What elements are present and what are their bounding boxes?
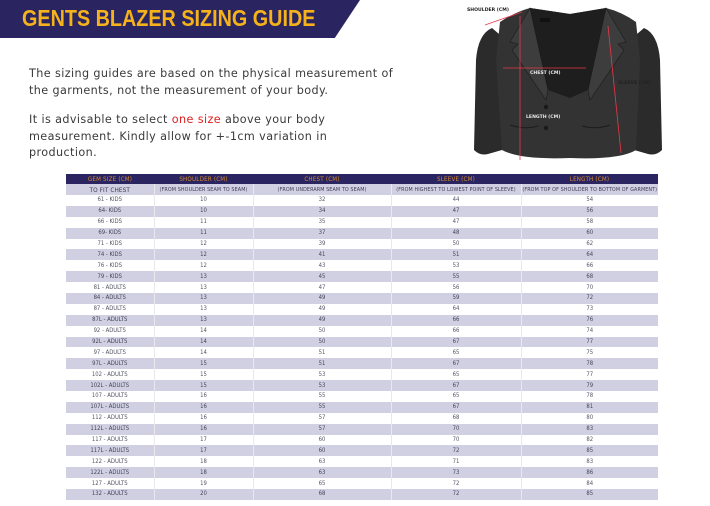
table-row bbox=[66, 369, 658, 380]
cell-shoulder: 13 bbox=[154, 315, 253, 326]
cell-sleeve: 67 bbox=[391, 402, 521, 413]
cell-gem-size: 81 - ADULTS bbox=[66, 282, 154, 293]
table-row bbox=[66, 239, 658, 250]
cell-sleeve: 56 bbox=[391, 282, 521, 293]
col-sub-gem-size: TO FIT CHEST bbox=[66, 184, 154, 195]
cell-shoulder: 16 bbox=[154, 413, 253, 424]
cell-sleeve: 70 bbox=[391, 424, 521, 435]
cell-gem-size: 66 - KIDS bbox=[66, 217, 154, 228]
cell-length: 66 bbox=[521, 260, 658, 271]
cell-shoulder: 12 bbox=[154, 239, 253, 250]
cell-length: 82 bbox=[521, 435, 658, 446]
intro-paragraph-1: The sizing guides are based on the physical measurement of the garments, not the measurement of your body. bbox=[29, 67, 394, 97]
cell-sleeve: 50 bbox=[391, 239, 521, 250]
cell-sleeve: 65 bbox=[391, 347, 521, 358]
cell-length: 54 bbox=[521, 195, 658, 206]
col-sub-sleeve: (FROM HIGHEST TO LOWEST POINT OF SLEEVE) bbox=[391, 184, 521, 195]
cell-gem-size: 92 - ADULTS bbox=[66, 326, 154, 337]
cell-chest: 57 bbox=[253, 424, 391, 435]
cell-chest: 32 bbox=[253, 195, 391, 206]
cell-gem-size: 74 - KIDS bbox=[66, 249, 154, 260]
cell-chest: 57 bbox=[253, 413, 391, 424]
cell-gem-size: 117L - ADULTS bbox=[66, 445, 154, 456]
cell-shoulder: 14 bbox=[154, 347, 253, 358]
cell-length: 60 bbox=[521, 228, 658, 239]
shoulder-label: SHOULDER (CM) bbox=[467, 8, 509, 13]
cell-chest: 55 bbox=[253, 402, 391, 413]
cell-shoulder: 16 bbox=[154, 391, 253, 402]
cell-length: 56 bbox=[521, 206, 658, 217]
table-row bbox=[66, 260, 658, 271]
cell-shoulder: 16 bbox=[154, 402, 253, 413]
cell-sleeve: 44 bbox=[391, 195, 521, 206]
intro-text bbox=[29, 66, 399, 175]
chest-label: CHEST (CM) bbox=[530, 71, 561, 76]
cell-shoulder: 19 bbox=[154, 478, 253, 489]
col-sub-length: (FROM TOP OF SHOULDER TO BOTTOM OF GARMENT) bbox=[521, 184, 658, 195]
col-header-chest: CHEST (CM) bbox=[253, 174, 391, 184]
table-row bbox=[66, 304, 658, 315]
cell-shoulder: 13 bbox=[154, 271, 253, 282]
table-row bbox=[66, 326, 658, 337]
cell-length: 68 bbox=[521, 271, 658, 282]
table-row bbox=[66, 282, 658, 293]
col-header-gem-size: GEM SIZE (CM) bbox=[66, 174, 154, 184]
cell-length: 78 bbox=[521, 358, 658, 369]
cell-sleeve: 73 bbox=[391, 467, 521, 478]
table-row bbox=[66, 456, 658, 467]
table-body bbox=[66, 195, 658, 500]
cell-sleeve: 65 bbox=[391, 391, 521, 402]
cell-length: 76 bbox=[521, 315, 658, 326]
cell-gem-size: 127 - ADULTS bbox=[66, 478, 154, 489]
intro-paragraph-2 bbox=[29, 112, 399, 162]
cell-shoulder: 17 bbox=[154, 435, 253, 446]
cell-sleeve: 55 bbox=[391, 271, 521, 282]
cell-sleeve: 71 bbox=[391, 456, 521, 467]
cell-chest: 68 bbox=[253, 489, 391, 500]
cell-chest: 45 bbox=[253, 271, 391, 282]
col-header-shoulder: SHOULDER (CM) bbox=[154, 174, 253, 184]
cell-length: 85 bbox=[521, 445, 658, 456]
cell-length: 73 bbox=[521, 304, 658, 315]
cell-chest: 60 bbox=[253, 435, 391, 446]
cell-sleeve: 66 bbox=[391, 326, 521, 337]
cell-chest: 60 bbox=[253, 445, 391, 456]
cell-length: 80 bbox=[521, 413, 658, 424]
cell-chest: 49 bbox=[253, 315, 391, 326]
size-table bbox=[66, 174, 658, 500]
cell-sleeve: 51 bbox=[391, 249, 521, 260]
cell-sleeve: 68 bbox=[391, 413, 521, 424]
table-row bbox=[66, 293, 658, 304]
table-row bbox=[66, 315, 658, 326]
cell-sleeve: 48 bbox=[391, 228, 521, 239]
cell-length: 77 bbox=[521, 337, 658, 348]
cell-sleeve: 64 bbox=[391, 304, 521, 315]
cell-length: 79 bbox=[521, 380, 658, 391]
cell-chest: 51 bbox=[253, 347, 391, 358]
cell-gem-size: 122 - ADULTS bbox=[66, 456, 154, 467]
table-row bbox=[66, 271, 658, 282]
cell-gem-size: 102 - ADULTS bbox=[66, 369, 154, 380]
cell-chest: 35 bbox=[253, 217, 391, 228]
cell-gem-size: 71 - KIDS bbox=[66, 239, 154, 250]
cell-gem-size: 117 - ADULTS bbox=[66, 435, 154, 446]
col-sub-chest: (FROM UNDERARM SEAM TO SEAM) bbox=[253, 184, 391, 195]
cell-length: 84 bbox=[521, 478, 658, 489]
cell-chest: 51 bbox=[253, 358, 391, 369]
cell-gem-size: 112L - ADULTS bbox=[66, 424, 154, 435]
cell-gem-size: 97L - ADULTS bbox=[66, 358, 154, 369]
cell-length: 83 bbox=[521, 424, 658, 435]
table-row bbox=[66, 195, 658, 206]
cell-length: 86 bbox=[521, 467, 658, 478]
table-row bbox=[66, 391, 658, 402]
table-row bbox=[66, 337, 658, 348]
cell-gem-size: 87 - ADULTS bbox=[66, 304, 154, 315]
cell-sleeve: 67 bbox=[391, 337, 521, 348]
blazer-diagram bbox=[430, 0, 710, 170]
cell-chest: 50 bbox=[253, 337, 391, 348]
cell-gem-size: 69- KIDS bbox=[66, 228, 154, 239]
col-sub-shoulder: (FROM SHOULDER SEAM TO SEAM) bbox=[154, 184, 253, 195]
page-title: GENTS BLAZER SIZING GUIDE bbox=[22, 5, 316, 31]
table-row bbox=[66, 467, 658, 478]
table-header-row bbox=[66, 174, 658, 184]
cell-gem-size: 112 - ADULTS bbox=[66, 413, 154, 424]
cell-sleeve: 67 bbox=[391, 358, 521, 369]
cell-length: 81 bbox=[521, 402, 658, 413]
cell-shoulder: 10 bbox=[154, 206, 253, 217]
cell-chest: 49 bbox=[253, 304, 391, 315]
table-row bbox=[66, 228, 658, 239]
table-row bbox=[66, 206, 658, 217]
blazer-illustration-icon bbox=[430, 0, 710, 170]
table-row bbox=[66, 424, 658, 435]
cell-sleeve: 72 bbox=[391, 445, 521, 456]
table-row bbox=[66, 402, 658, 413]
cell-chest: 55 bbox=[253, 391, 391, 402]
cell-shoulder: 13 bbox=[154, 293, 253, 304]
cell-shoulder: 12 bbox=[154, 260, 253, 271]
cell-chest: 34 bbox=[253, 206, 391, 217]
cell-shoulder: 14 bbox=[154, 337, 253, 348]
cell-length: 77 bbox=[521, 369, 658, 380]
cell-gem-size: 102L - ADULTS bbox=[66, 380, 154, 391]
table-row bbox=[66, 249, 658, 260]
cell-length: 75 bbox=[521, 347, 658, 358]
cell-gem-size: 92L - ADULTS bbox=[66, 337, 154, 348]
table-row bbox=[66, 347, 658, 358]
sleeve-label: SLEEVE (CM) bbox=[618, 81, 651, 86]
cell-chest: 53 bbox=[253, 369, 391, 380]
cell-gem-size: 107 - ADULTS bbox=[66, 391, 154, 402]
cell-length: 83 bbox=[521, 456, 658, 467]
cell-gem-size: 122L - ADULTS bbox=[66, 467, 154, 478]
cell-gem-size: 97 - ADULTS bbox=[66, 347, 154, 358]
cell-length: 62 bbox=[521, 239, 658, 250]
intro-text-before: It is advisable to select bbox=[29, 113, 172, 126]
cell-length: 74 bbox=[521, 326, 658, 337]
table-row bbox=[66, 478, 658, 489]
cell-chest: 47 bbox=[253, 282, 391, 293]
cell-sleeve: 66 bbox=[391, 315, 521, 326]
table-row bbox=[66, 358, 658, 369]
cell-shoulder: 13 bbox=[154, 282, 253, 293]
cell-shoulder: 18 bbox=[154, 467, 253, 478]
cell-sleeve: 47 bbox=[391, 206, 521, 217]
table-row bbox=[66, 445, 658, 456]
cell-chest: 37 bbox=[253, 228, 391, 239]
table-row bbox=[66, 489, 658, 500]
cell-chest: 63 bbox=[253, 456, 391, 467]
cell-gem-size: 79 - KIDS bbox=[66, 271, 154, 282]
cell-length: 78 bbox=[521, 391, 658, 402]
cell-gem-size: 61 - KIDS bbox=[66, 195, 154, 206]
cell-length: 72 bbox=[521, 293, 658, 304]
cell-chest: 49 bbox=[253, 293, 391, 304]
cell-shoulder: 16 bbox=[154, 424, 253, 435]
cell-shoulder: 13 bbox=[154, 304, 253, 315]
cell-gem-size: 76 - KIDS bbox=[66, 260, 154, 271]
cell-shoulder: 17 bbox=[154, 445, 253, 456]
cell-gem-size: 107L - ADULTS bbox=[66, 402, 154, 413]
cell-shoulder: 15 bbox=[154, 369, 253, 380]
cell-shoulder: 14 bbox=[154, 326, 253, 337]
table-subheader-row bbox=[66, 184, 658, 195]
cell-shoulder: 18 bbox=[154, 456, 253, 467]
col-header-length: LENGTH (CM) bbox=[521, 174, 658, 184]
cell-shoulder: 11 bbox=[154, 228, 253, 239]
cell-shoulder: 20 bbox=[154, 489, 253, 500]
length-label: LENGTH (CM) bbox=[526, 115, 561, 120]
table-row bbox=[66, 435, 658, 446]
cell-gem-size: 64- KIDS bbox=[66, 206, 154, 217]
cell-sleeve: 53 bbox=[391, 260, 521, 271]
col-header-sleeve: SLEEVE (CM) bbox=[391, 174, 521, 184]
cell-chest: 41 bbox=[253, 249, 391, 260]
cell-chest: 53 bbox=[253, 380, 391, 391]
cell-sleeve: 72 bbox=[391, 489, 521, 500]
cell-shoulder: 15 bbox=[154, 380, 253, 391]
cell-chest: 65 bbox=[253, 478, 391, 489]
cell-shoulder: 11 bbox=[154, 217, 253, 228]
table-row bbox=[66, 380, 658, 391]
intro-text-after: above your body measurement. Kindly allow for +-1cm variation in production. bbox=[29, 113, 328, 159]
cell-sleeve: 72 bbox=[391, 478, 521, 489]
cell-length: 64 bbox=[521, 249, 658, 260]
one-size-highlight: one size bbox=[171, 113, 222, 126]
cell-sleeve: 70 bbox=[391, 435, 521, 446]
cell-chest: 43 bbox=[253, 260, 391, 271]
cell-sleeve: 47 bbox=[391, 217, 521, 228]
cell-length: 70 bbox=[521, 282, 658, 293]
cell-shoulder: 12 bbox=[154, 249, 253, 260]
table-row bbox=[66, 217, 658, 228]
table-row bbox=[66, 413, 658, 424]
cell-length: 85 bbox=[521, 489, 658, 500]
cell-length: 58 bbox=[521, 217, 658, 228]
cell-gem-size: 84 - ADULTS bbox=[66, 293, 154, 304]
cell-chest: 63 bbox=[253, 467, 391, 478]
cell-sleeve: 65 bbox=[391, 369, 521, 380]
cell-sleeve: 59 bbox=[391, 293, 521, 304]
cell-chest: 50 bbox=[253, 326, 391, 337]
cell-shoulder: 10 bbox=[154, 195, 253, 206]
cell-shoulder: 15 bbox=[154, 358, 253, 369]
cell-gem-size: 87L - ADULTS bbox=[66, 315, 154, 326]
cell-gem-size: 132 - ADULTS bbox=[66, 489, 154, 500]
cell-sleeve: 67 bbox=[391, 380, 521, 391]
cell-chest: 39 bbox=[253, 239, 391, 250]
